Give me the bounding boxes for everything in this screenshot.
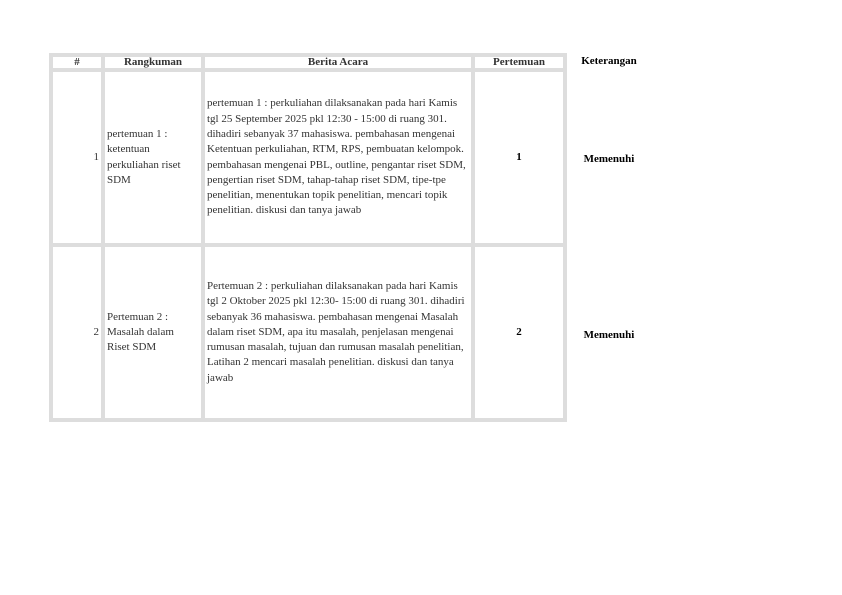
column-header-summary: Rangkuman (103, 55, 203, 70)
row-number: 1 (51, 70, 103, 245)
table-row (51, 70, 565, 245)
attendance-report-table (49, 53, 567, 422)
column-header-meeting: Pertemuan (473, 55, 565, 70)
row-meeting: 1 (473, 70, 565, 245)
row-report: pertemuan 1 : perkuliahan dilaksanakan pada hari Kamis tgl 25 September 2025 pkl 12:30 - 15:00 di ruang 301. dihadiri sebanyak 37 mahasiswa. pembahasan mengenai Ketentuan perkuliahan, RTM, RPS, pembuatan kelompok. pembahasan mengenai PBL, outline, pengantar riset SDM, pengertian riset SDM, tahap-tahap riset SDM, tipe-tpe penelitian, menentukan topik penelitian, mencari topik penelitian. diskusi dan tanya jawab (203, 70, 473, 245)
row-report: Pertemuan 2 : perkuliahan dilaksanakan pada hari Kamis tgl 2 Oktober 2025 pkl 12:30- 15:00 di ruang 301. dihadiri sebanyak 36 mahasiswa. pembahasan mengenai Masalah dalam riset SDM, apa itu masalah, penjelasan mengenai rumusan masalah, tujuan dan rumusan masalah penelitian, Latihan 2 mencari masalah penelitian. diskusi dan tanya jawab (203, 245, 473, 420)
column-header-number: # (51, 55, 103, 70)
remarks-value: Memenuhi (583, 329, 635, 341)
table-row (51, 245, 565, 420)
row-number: 2 (51, 245, 103, 420)
remarks-header: Keterangan (581, 55, 637, 67)
row-summary: pertemuan 1 : ketentuan perkuliahan riset SDM (103, 70, 203, 245)
row-meeting: 2 (473, 245, 565, 420)
table-header-row (51, 55, 565, 70)
remarks-value: Memenuhi (583, 153, 635, 165)
row-summary: Pertemuan 2 : Masalah dalam Riset SDM (103, 245, 203, 420)
column-header-report: Berita Acara (203, 55, 473, 70)
